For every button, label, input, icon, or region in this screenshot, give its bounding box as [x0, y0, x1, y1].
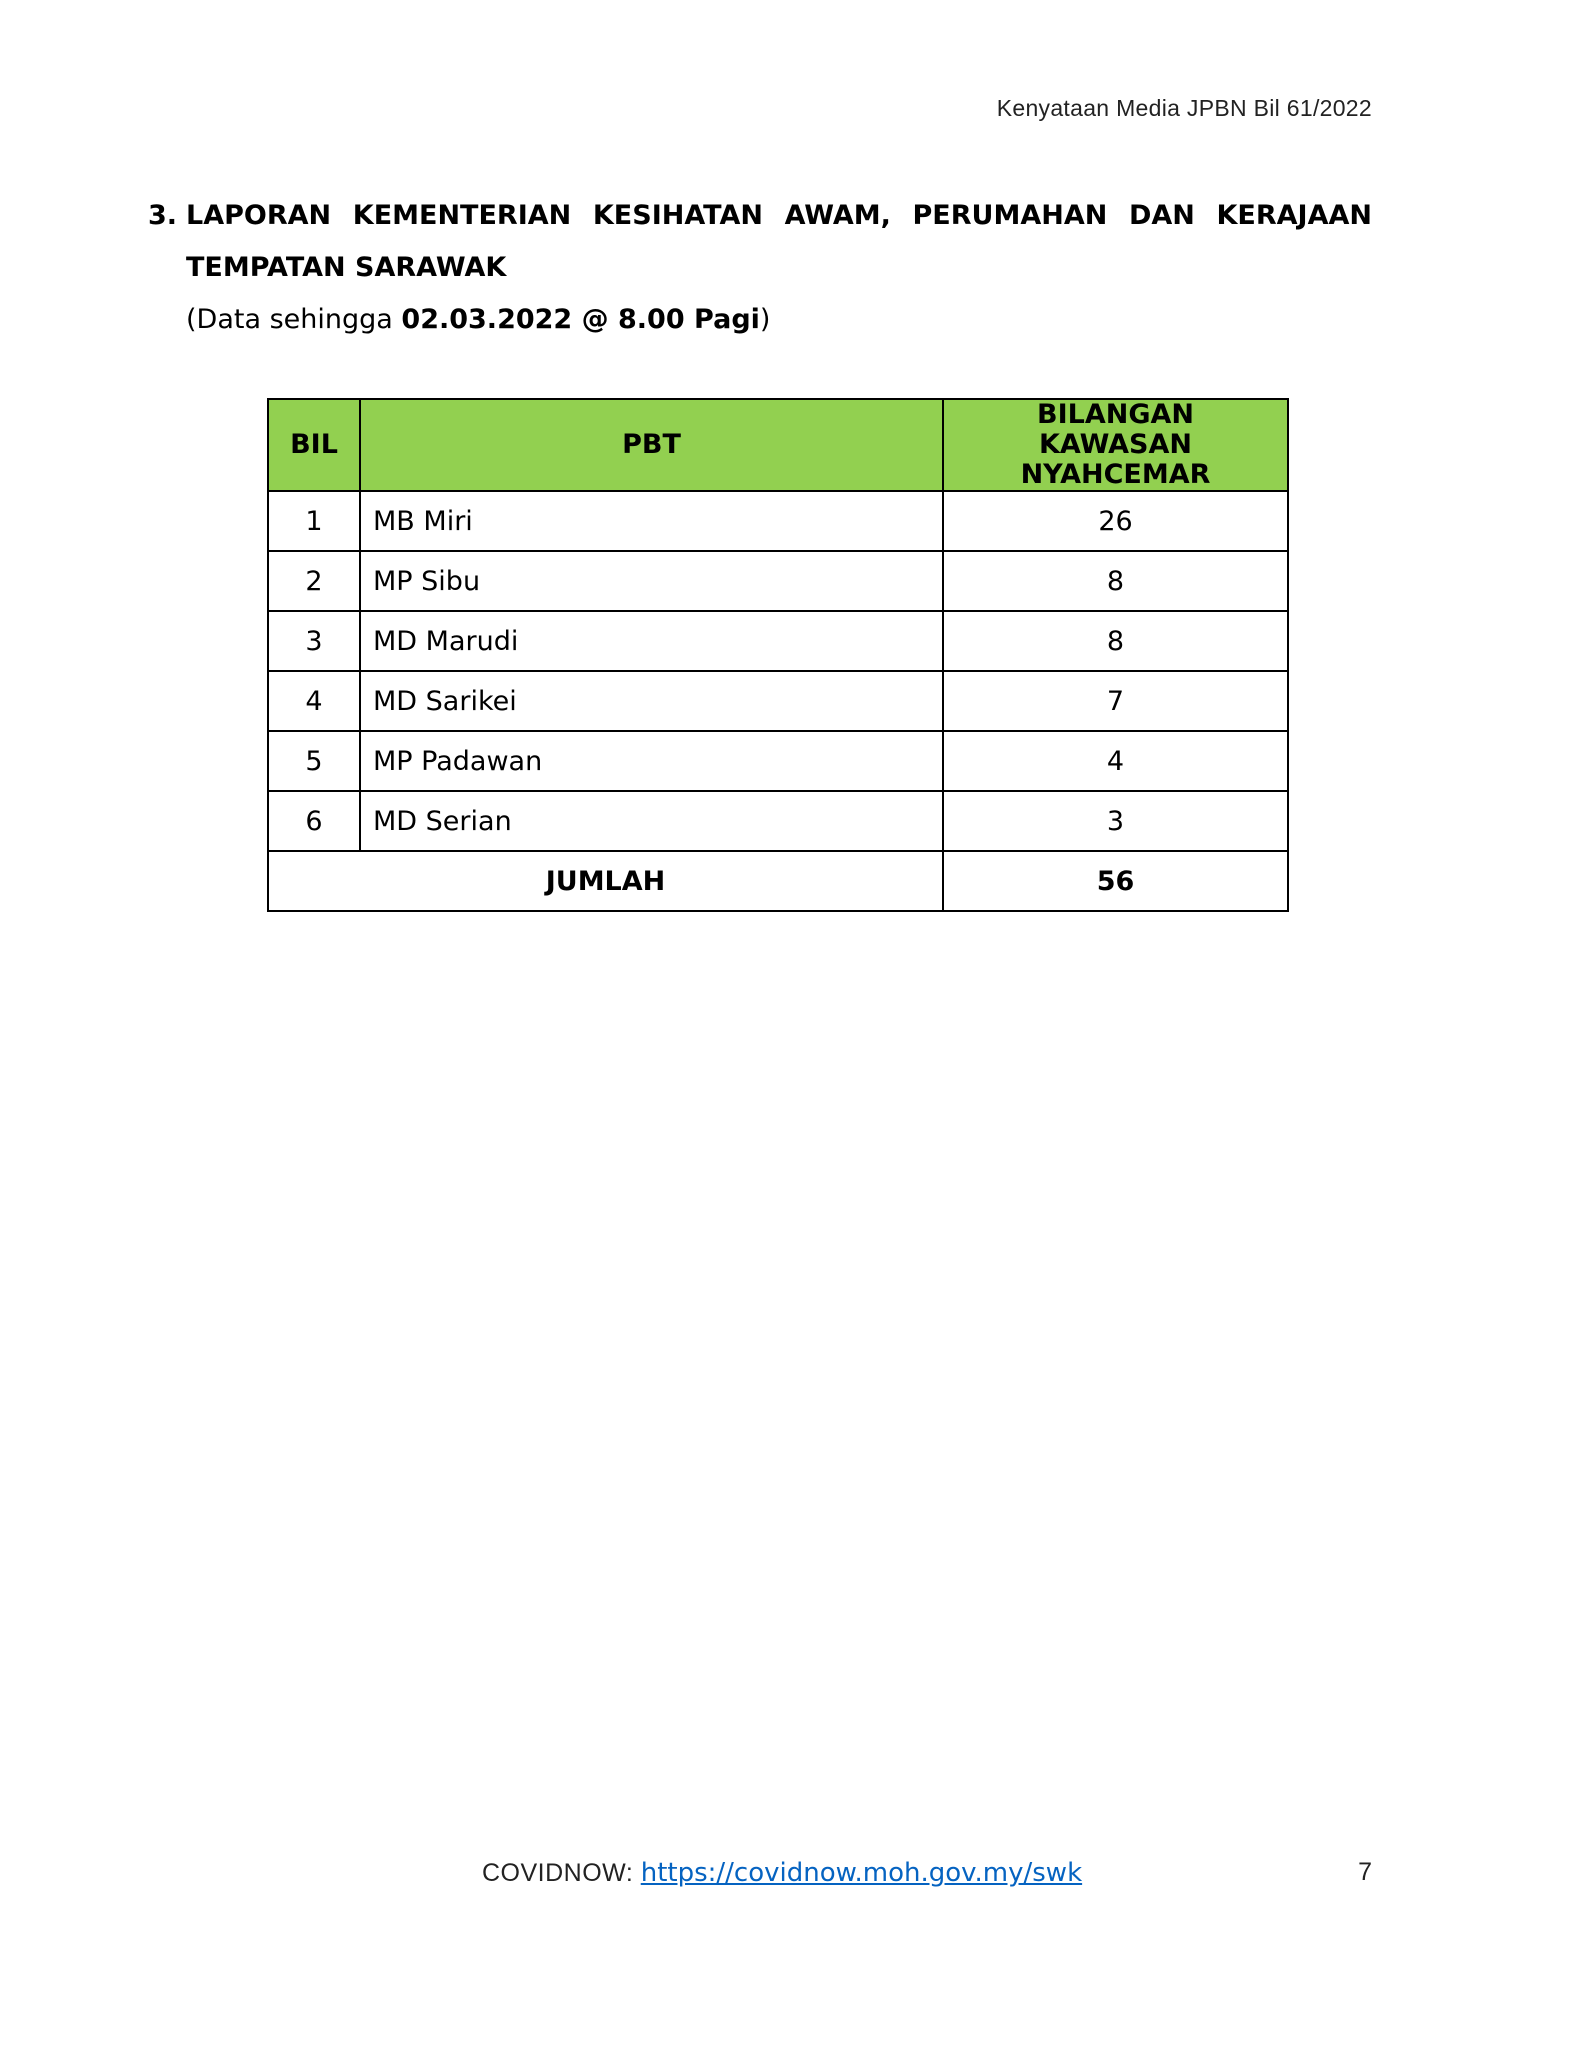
row-pbt: MP Padawan [360, 731, 943, 791]
row-bil: 2 [268, 551, 360, 611]
row-bil: 4 [268, 671, 360, 731]
data-note-date: 02.03.2022 @ 8.00 Pagi [401, 304, 760, 335]
row-count: 4 [943, 731, 1288, 791]
row-count: 8 [943, 551, 1288, 611]
row-count: 7 [943, 671, 1288, 731]
footer-source [482, 1858, 1082, 1888]
page-number: 7 [1358, 1858, 1372, 1886]
page-footer [0, 1858, 1583, 1892]
row-bil: 1 [268, 491, 360, 551]
table-header-row [268, 399, 1288, 491]
header-pbt: PBT [360, 399, 943, 491]
row-count: 3 [943, 791, 1288, 851]
pbt-report-table [267, 398, 1289, 912]
row-bil: 3 [268, 611, 360, 671]
row-count: 26 [943, 491, 1288, 551]
total-label: JUMLAH [268, 851, 943, 911]
data-note-prefix: (Data sehingga [186, 304, 402, 335]
table-row [268, 731, 1288, 791]
table-row [268, 611, 1288, 671]
document-reference: Kenyataan Media JPBN Bil 61/2022 [996, 95, 1372, 121]
row-count: 8 [943, 611, 1288, 671]
table-row [268, 551, 1288, 611]
table-row [268, 671, 1288, 731]
header-count: BILANGAN KAWASAN NYAHCEMAR [943, 399, 1288, 491]
table-row [268, 791, 1288, 851]
row-pbt: MD Serian [360, 791, 943, 851]
header-bil: BIL [268, 399, 360, 491]
report-section [148, 190, 1372, 346]
row-bil: 5 [268, 731, 360, 791]
total-row [268, 851, 1288, 911]
row-pbt: MB Miri [360, 491, 943, 551]
section-number: 3. [148, 200, 178, 231]
section-heading [148, 190, 1372, 294]
section-title-line-2: TEMPATAN SARAWAK [186, 252, 507, 283]
table-row [268, 491, 1288, 551]
total-value: 56 [943, 851, 1288, 911]
section-title [186, 190, 1372, 294]
section-title-line-1: LAPORAN KEMENTERIAN KESIHATAN AWAM, PERUMAHAN DAN KERAJAAN [186, 200, 1372, 231]
footer-label: COVIDNOW: [482, 1859, 641, 1887]
data-note-suffix: ) [759, 304, 771, 335]
row-pbt: MP Sibu [360, 551, 943, 611]
data-date-note [186, 294, 1372, 346]
row-pbt: MD Sarikei [360, 671, 943, 731]
covidnow-link[interactable]: https://covidnow.moh.gov.my/swk [640, 1858, 1083, 1888]
row-bil: 6 [268, 791, 360, 851]
row-pbt: MD Marudi [360, 611, 943, 671]
